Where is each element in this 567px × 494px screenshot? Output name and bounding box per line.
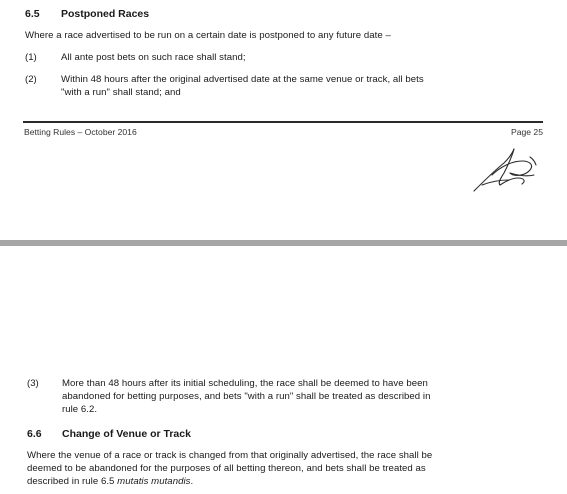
signature-image <box>470 145 542 195</box>
section-6-6-line-1: Where the venue of a race or track is changed from that originally advertised, the race shall be <box>27 450 433 461</box>
item-number-2: (2) <box>25 74 37 85</box>
section-intro: Where a race advertised to be run on a certain date is postponed to any future date – <box>25 30 391 41</box>
section-number-6-6: 6.6 <box>27 428 42 440</box>
page-separator <box>0 240 567 246</box>
section-6-6-line-3 <box>27 476 193 489</box>
section-number-6-5: 6.5 <box>25 8 40 20</box>
section-6-6-line-2: deemed to be abandoned for the purposes of all betting thereon, and bets shall be treated as <box>27 463 426 474</box>
item-1-line-1: All ante post bets on such race shall stand; <box>61 52 246 63</box>
section-title-postponed-races: Postponed Races <box>61 8 150 20</box>
footer-rule <box>23 121 543 123</box>
item-3-line-3: rule 6.2. <box>62 404 98 415</box>
item-3-line-1: More than 48 hours after its initial scheduling, the race shall be deemed to have been <box>62 378 428 389</box>
item-3-line-2: abandoned for betting purposes, and bets "with a run" shall be treated as described in <box>62 391 431 402</box>
item-number-1: (1) <box>25 52 37 63</box>
section-title-change-of-venue: Change of Venue or Track <box>62 428 191 440</box>
footer-page-number: Page 25 <box>510 127 543 137</box>
item-number-3: (3) <box>27 378 39 389</box>
line-3-prefix: described in rule 6.5 <box>27 476 118 487</box>
item-2-line-2: "with a run" shall stand; and <box>61 87 181 98</box>
item-2-line-1: Within 48 hours after the original advertised date at the same venue or track, all bets <box>61 74 424 85</box>
line-3-suffix: . <box>190 476 194 487</box>
footer-left-text: Betting Rules – October 2016 <box>24 127 137 137</box>
latin-phrase: mutatis mutandis <box>117 476 191 487</box>
